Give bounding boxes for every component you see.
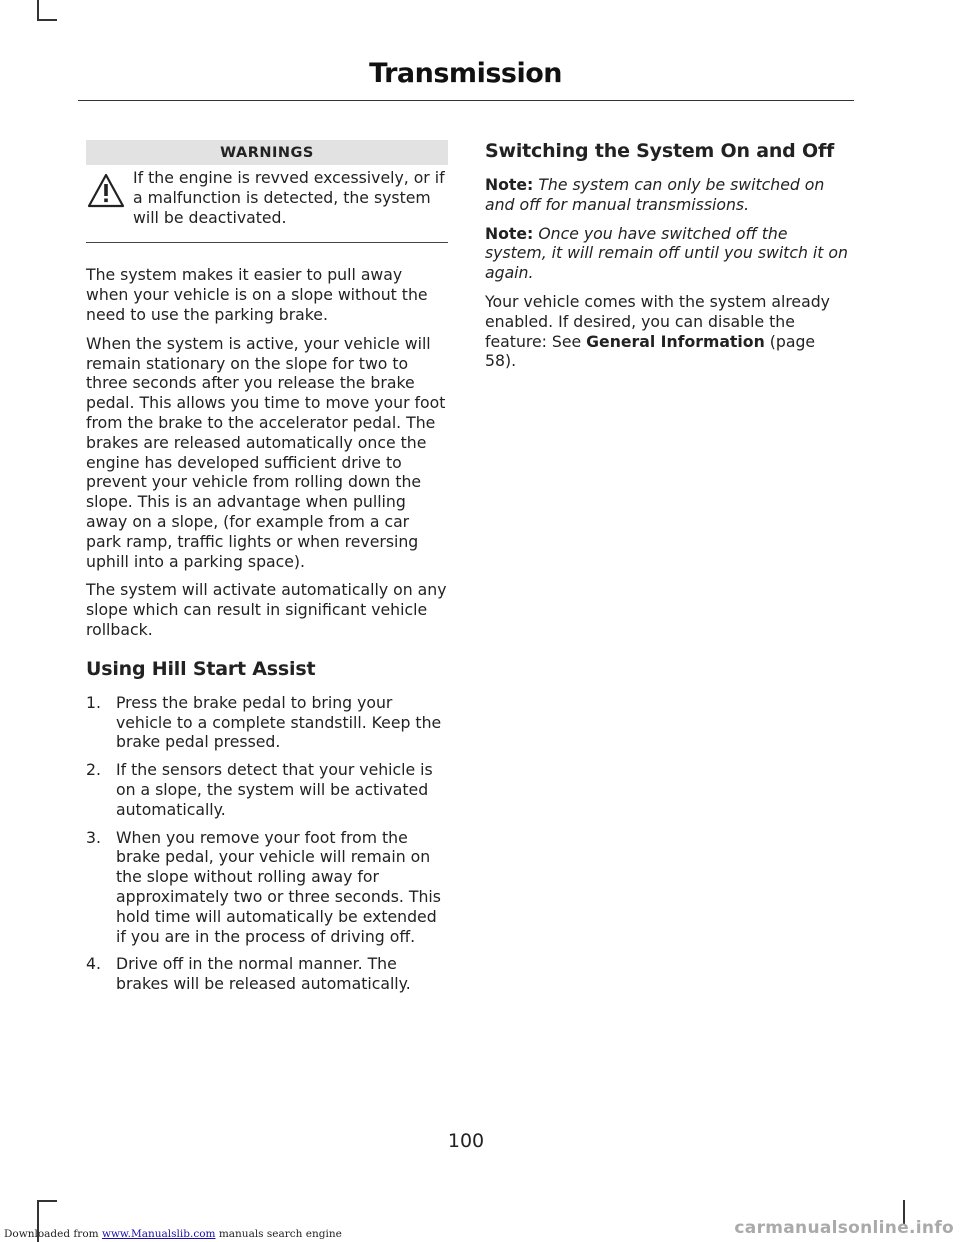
cross-reference-link[interactable]: General Information [586,331,765,351]
footer-text: Downloaded from [4,1228,102,1240]
step-text: If the sensors detect that your vehicle is on a slope, the system will be activated automatically. [116,760,433,819]
warning-triangle-icon [87,173,125,209]
warning-box [86,139,448,227]
step-text: When you remove your foot from the brake pedal, your vehicle will remain on the slope without rolling away for approximately two or three seconds. This hold time will automatically be extended if you are in the process of driving off. [116,827,441,946]
note-text: Once you have switched off the system, it will remain off until you switch it on again. [485,223,848,283]
step-number: 1. [86,692,101,712]
crop-mark [37,1200,57,1202]
paragraph: The system makes it easier to pull away when your vehicle is on a slope without the need to use the parking brake. [86,265,428,324]
steps-list [86,693,448,994]
step-number: 4. [86,954,101,974]
list-item [86,954,448,994]
warning-text: If the engine is revved excessively, or if a malfunction is detected, the system will be deactivated. [133,168,445,227]
watermark: carmanualsonline.info [734,1218,954,1238]
crop-mark [37,0,39,20]
page-number: 100 [447,1130,485,1152]
section-heading: Switching the System On and Off [485,140,835,162]
footer-text: manuals search engine [215,1228,342,1240]
section-heading: Using Hill Start Assist [86,657,316,680]
crop-mark [37,19,57,21]
left-column [86,140,448,1002]
page-title: Transmission [369,58,562,89]
list-item [86,760,448,819]
list-item [86,828,448,947]
step-text: Press the brake pedal to bring your vehicle to a complete standstill. Keep the brake pedal pressed. [116,692,442,752]
note-text: The system can only be switched on and off for manual transmissions. [485,175,825,214]
warning-divider [86,242,448,243]
note-label: Note: [485,175,534,194]
paragraph: When the system is active, your vehicle will remain stationary on the slope for two to three seconds after you release the brake pedal. This allows you time to move your foot from the brake to the accelerator pedal. The brakes are released automatically once the engine has developed sufficient drive to prevent your vehicle from rolling down the slope. This is an advantage when pulling away on a slope, (for example from a car park ramp, traffic lights or when reversing uphill into a parking space). [86,333,446,571]
note [485,175,851,215]
paragraph: The system will activate automatically on any slope which can result in significant vehicle rollback. [86,580,447,639]
note-label: Note: [485,223,534,243]
warning-heading: WARNINGS [86,140,448,165]
paragraph-text: (page 58). [485,331,816,371]
paragraph-text: Your vehicle comes with the system already enabled. If desired, you can disable the feature: See [485,291,830,351]
manualslib-link[interactable]: www.Manualslib.com [101,1228,216,1240]
paragraph [485,292,851,371]
step-text: Drive off in the normal manner. The brakes will be released automatically. [116,954,411,994]
note [485,224,851,283]
download-footer [4,1228,342,1240]
list-item [86,693,448,752]
step-number: 2. [86,760,101,780]
header-divider [78,100,854,101]
right-column [485,140,851,380]
step-number: 3. [86,827,101,847]
